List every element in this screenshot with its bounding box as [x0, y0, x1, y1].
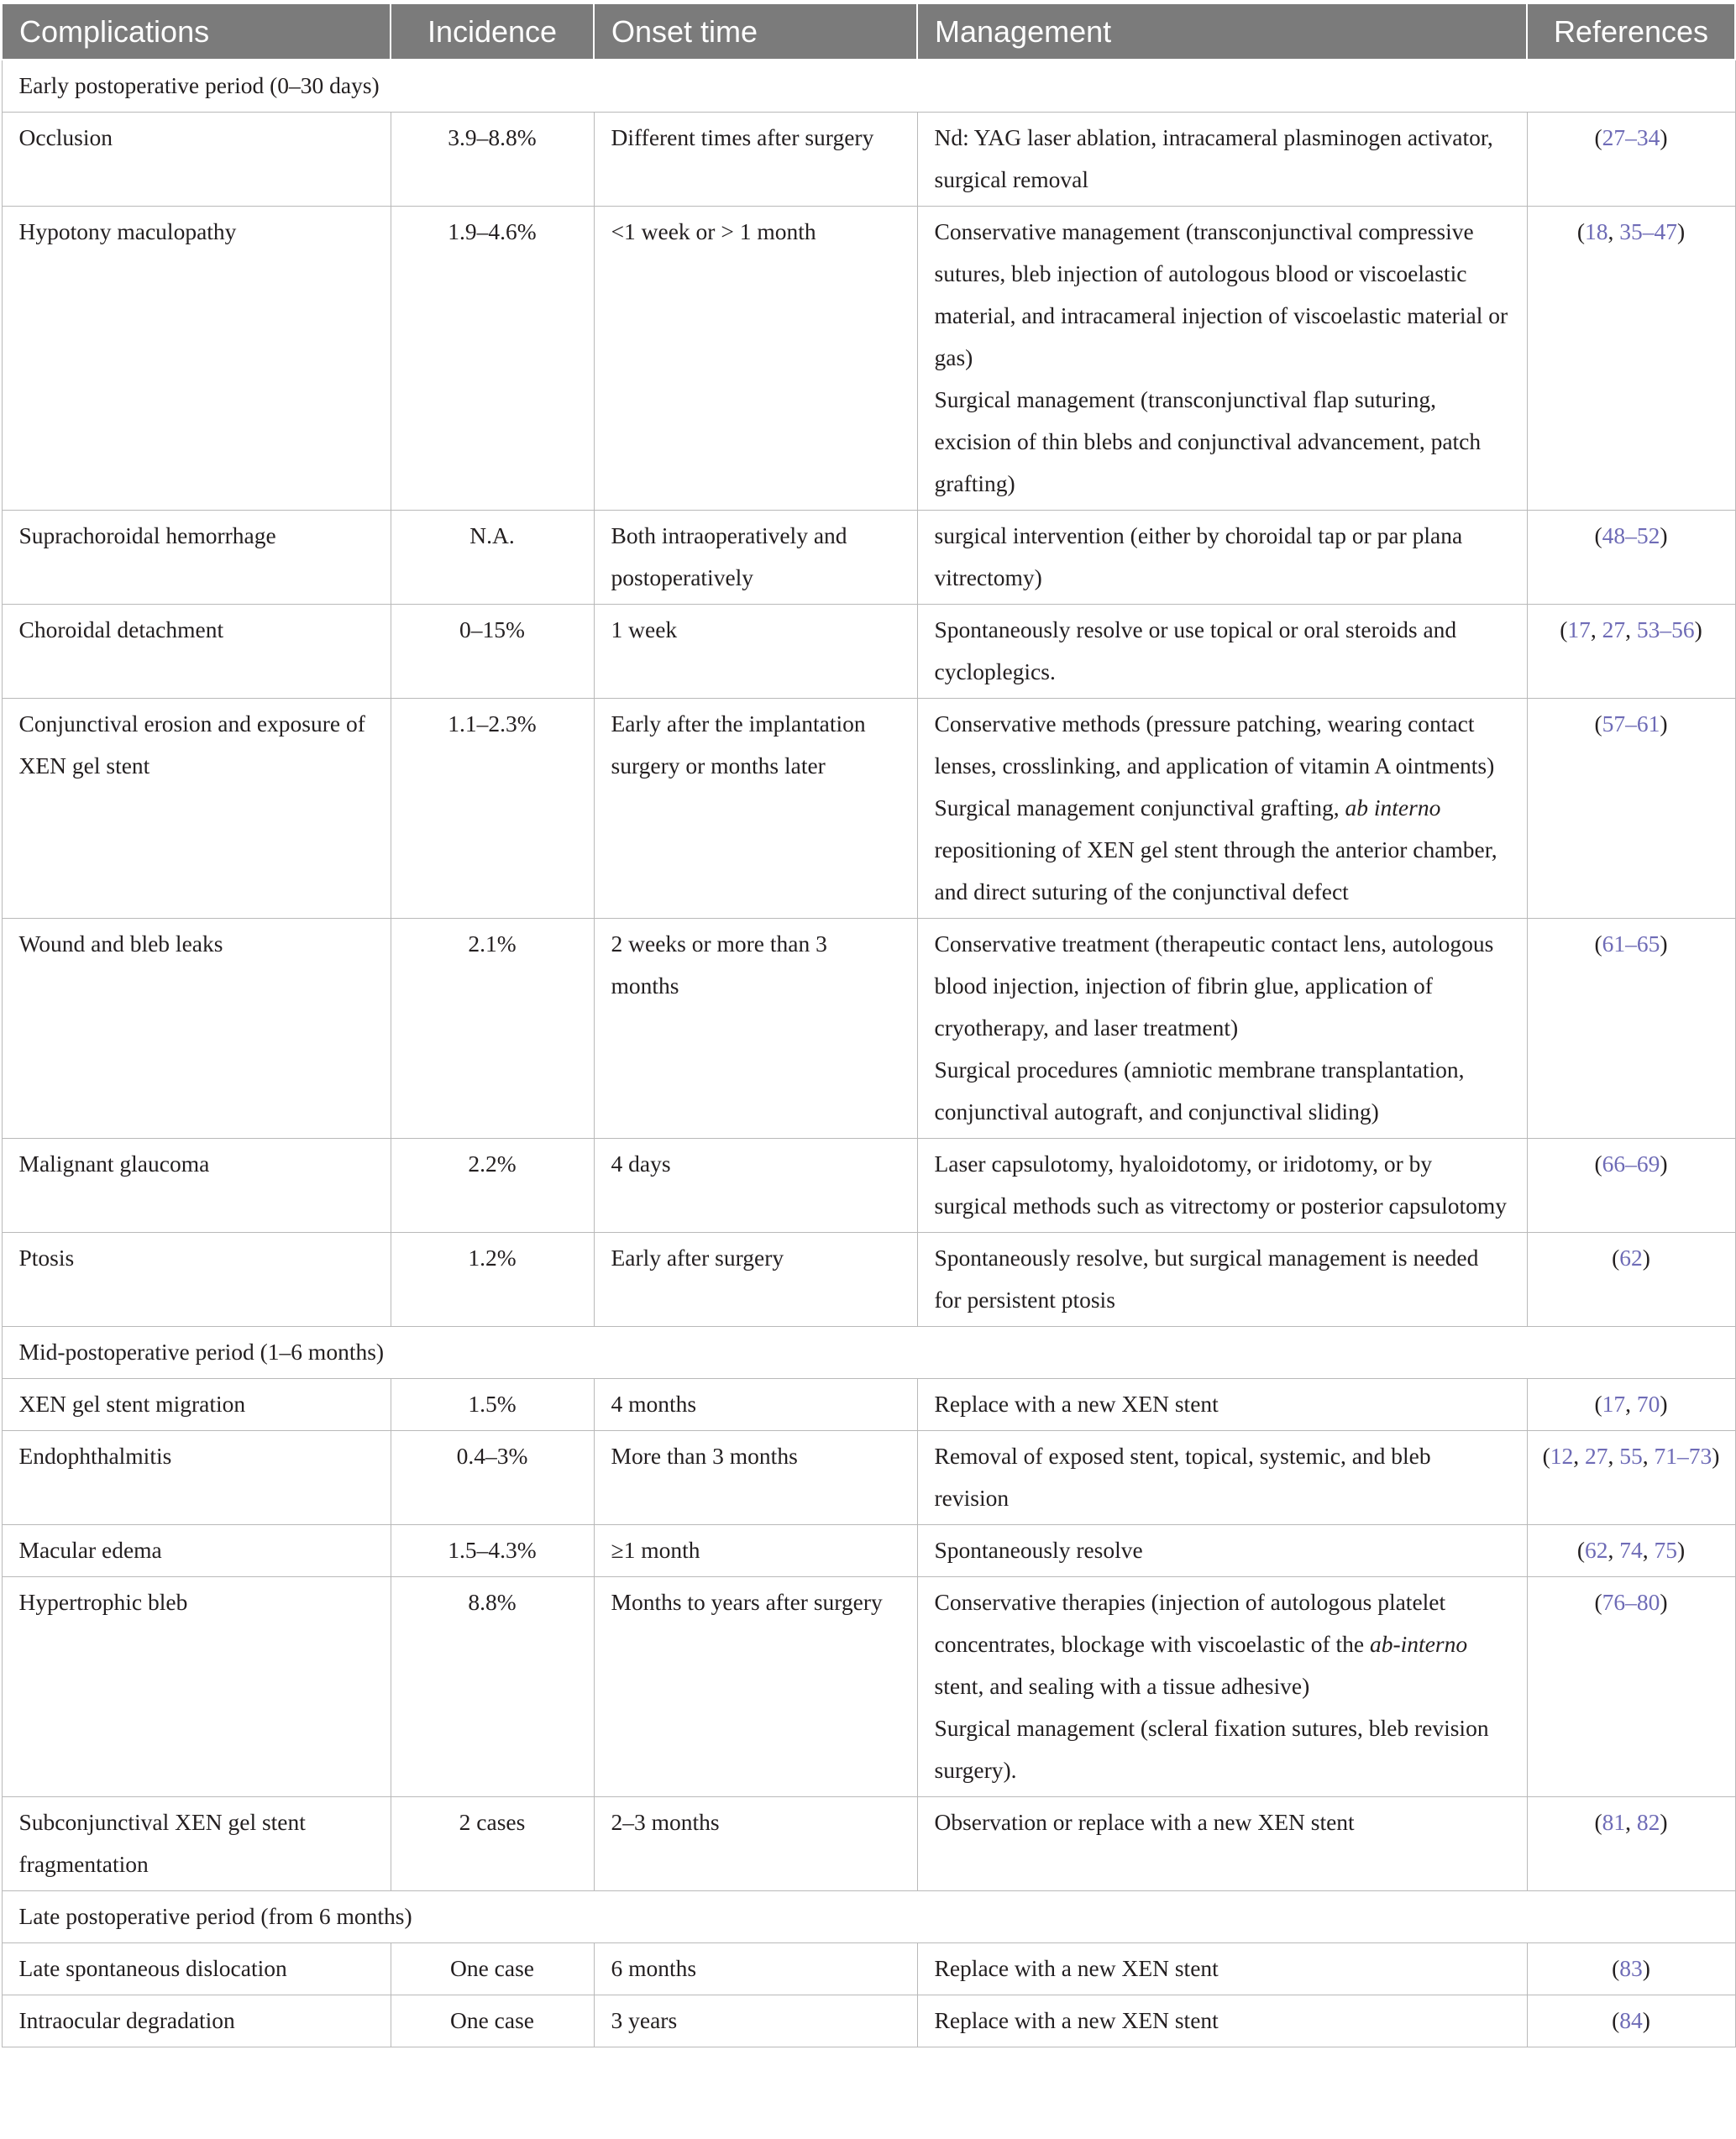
reference-link[interactable]: 35–47	[1619, 218, 1677, 244]
complication-cell: Hypotony maculopathy	[2, 207, 391, 511]
section-title: Early postoperative period (0–30 days)	[2, 60, 1735, 113]
header-management: Management	[917, 5, 1527, 60]
table-body	[2, 60, 1735, 2047]
complication-cell: Late spontaneous dislocation	[2, 1943, 391, 1995]
onset-cell: 4 months	[594, 1379, 917, 1431]
references-cell: (17, 70)	[1527, 1379, 1735, 1431]
reference-link[interactable]: 84	[1619, 2007, 1643, 2033]
reference-link[interactable]: 81	[1602, 1809, 1626, 1835]
management-cell	[917, 919, 1527, 1139]
management-cell	[917, 1943, 1527, 1995]
onset-cell: ≥1 month	[594, 1525, 917, 1577]
complication-cell: Endophthalmitis	[2, 1431, 391, 1525]
management-text: Removal of exposed stent, topical, systemic, and bleb revision	[934, 1443, 1431, 1511]
onset-cell: 2 weeks or more than 3 months	[594, 919, 917, 1139]
onset-cell: <1 week or > 1 month	[594, 207, 917, 511]
incidence-cell: 1.5–4.3%	[391, 1525, 594, 1577]
complication-cell: Occlusion	[2, 113, 391, 207]
management-text: Nd: YAG laser ablation, intracameral plasminogen activator, surgical removal	[934, 124, 1493, 192]
incidence-cell: 1.5%	[391, 1379, 594, 1431]
reference-link[interactable]: 17	[1602, 1391, 1626, 1417]
complication-cell: Choroidal detachment	[2, 605, 391, 699]
management-cell	[917, 1233, 1527, 1327]
management-cell	[917, 1139, 1527, 1233]
incidence-cell: 2.2%	[391, 1139, 594, 1233]
management-text: Spontaneously resolve, but surgical management is needed for persistent ptosis	[934, 1245, 1479, 1313]
reference-link[interactable]: 62	[1585, 1537, 1608, 1563]
reference-link[interactable]: 27	[1585, 1443, 1608, 1469]
references-cell: (27–34)	[1527, 113, 1735, 207]
incidence-cell: N.A.	[391, 511, 594, 605]
onset-cell: 1 week	[594, 605, 917, 699]
incidence-cell: 2.1%	[391, 919, 594, 1139]
header-references: References	[1527, 5, 1735, 60]
table-row	[2, 1943, 1735, 1995]
reference-link[interactable]: 83	[1619, 1955, 1643, 1981]
reference-link[interactable]: 76–80	[1602, 1589, 1660, 1615]
management-text: Surgical procedures (amniotic membrane transplantation, conjunctival autograft, and conjunctival sliding)	[934, 1056, 1465, 1125]
reference-link[interactable]: 82	[1636, 1809, 1660, 1835]
table-row	[2, 207, 1735, 511]
management-cell	[917, 1431, 1527, 1525]
management-cell	[917, 1995, 1527, 2047]
onset-cell: More than 3 months	[594, 1431, 917, 1525]
complication-cell: Suprachoroidal hemorrhage	[2, 511, 391, 605]
references-cell: (83)	[1527, 1943, 1735, 1995]
management-text: Conservative management (transconjunctival compressive sutures, bleb injection of autologous blood or viscoelastic material, and intracameral injection of viscoelastic material or gas)	[934, 218, 1508, 370]
references-cell: (17, 27, 53–56)	[1527, 605, 1735, 699]
reference-link[interactable]: 61–65	[1602, 931, 1660, 957]
reference-link[interactable]: 66–69	[1602, 1151, 1660, 1177]
management-cell	[917, 113, 1527, 207]
table-row	[2, 919, 1735, 1139]
complication-cell: Hypertrophic bleb	[2, 1577, 391, 1797]
references-cell: (66–69)	[1527, 1139, 1735, 1233]
reference-link[interactable]: 18	[1585, 218, 1608, 244]
section-row	[2, 1891, 1735, 1943]
management-cell	[917, 605, 1527, 699]
references-cell: (76–80)	[1527, 1577, 1735, 1797]
incidence-cell: 1.9–4.6%	[391, 207, 594, 511]
incidence-cell: 3.9–8.8%	[391, 113, 594, 207]
complication-cell: Malignant glaucoma	[2, 1139, 391, 1233]
references-cell: (48–52)	[1527, 511, 1735, 605]
management-cell	[917, 511, 1527, 605]
management-text: Replace with a new XEN stent	[934, 1391, 1219, 1417]
complication-cell: Conjunctival erosion and exposure of XEN gel stent	[2, 699, 391, 919]
management-cell	[917, 1577, 1527, 1797]
incidence-cell: One case	[391, 1995, 594, 2047]
reference-link[interactable]: 75	[1654, 1537, 1677, 1563]
incidence-cell: 1.1–2.3%	[391, 699, 594, 919]
incidence-cell: 0–15%	[391, 605, 594, 699]
complication-cell: Ptosis	[2, 1233, 391, 1327]
reference-link[interactable]: 71–73	[1654, 1443, 1712, 1469]
header-complications: Complications	[2, 5, 391, 60]
onset-cell: Both intraoperatively and postoperatively	[594, 511, 917, 605]
onset-cell: 4 days	[594, 1139, 917, 1233]
management-text: Replace with a new XEN stent	[934, 1955, 1219, 1981]
reference-link[interactable]: 74	[1619, 1537, 1643, 1563]
table-row	[2, 511, 1735, 605]
table-row	[2, 699, 1735, 919]
management-text: Surgical management conjunctival grafting, ab interno repositioning of XEN gel stent through the anterior chamber, and direct suturing of the conjunctival defect	[934, 794, 1497, 904]
header-incidence: Incidence	[391, 5, 594, 60]
incidence-cell: One case	[391, 1943, 594, 1995]
reference-link[interactable]: 55	[1619, 1443, 1643, 1469]
reference-link[interactable]: 48–52	[1602, 522, 1660, 548]
reference-link[interactable]: 17	[1567, 616, 1591, 642]
table-row	[2, 1233, 1735, 1327]
table-row	[2, 113, 1735, 207]
references-cell: (18, 35–47)	[1527, 207, 1735, 511]
management-text: Conservative methods (pressure patching, wearing contact lenses, crosslinking, and application of vitamin A ointments)	[934, 710, 1495, 779]
management-text: Laser capsulotomy, hyaloidotomy, or iridotomy, or by surgical methods such as vitrectomy or posterior capsulotomy	[934, 1151, 1508, 1219]
references-cell: (62)	[1527, 1233, 1735, 1327]
reference-link[interactable]: 62	[1619, 1245, 1643, 1271]
references-cell: (62, 74, 75)	[1527, 1525, 1735, 1577]
incidence-cell: 2 cases	[391, 1797, 594, 1891]
incidence-cell: 0.4–3%	[391, 1431, 594, 1525]
table-row	[2, 605, 1735, 699]
references-cell: (81, 82)	[1527, 1797, 1735, 1891]
reference-link[interactable]: 27	[1602, 616, 1626, 642]
reference-link[interactable]: 57–61	[1602, 710, 1660, 737]
references-cell: (12, 27, 55, 71–73)	[1527, 1431, 1735, 1525]
complication-cell: Subconjunctival XEN gel stent fragmentation	[2, 1797, 391, 1891]
onset-cell: Early after surgery	[594, 1233, 917, 1327]
management-text: Spontaneously resolve or use topical or oral steroids and cycloplegics.	[934, 616, 1457, 684]
reference-link[interactable]: 27–34	[1602, 124, 1660, 150]
incidence-cell: 8.8%	[391, 1577, 594, 1797]
section-title: Mid-postoperative period (1–6 months)	[2, 1327, 1735, 1379]
section-row	[2, 1327, 1735, 1379]
complications-table	[1, 4, 1736, 2047]
section-row	[2, 60, 1735, 113]
management-cell	[917, 1797, 1527, 1891]
management-text: Observation or replace with a new XEN stent	[934, 1809, 1355, 1835]
table-row	[2, 1995, 1735, 2047]
complication-cell: XEN gel stent migration	[2, 1379, 391, 1431]
onset-cell: 2–3 months	[594, 1797, 917, 1891]
management-text: Conservative treatment (therapeutic contact lens, autologous blood injection, injection of fibrin glue, application of cryotherapy, and laser treatment)	[934, 931, 1494, 1041]
onset-cell: Different times after surgery	[594, 113, 917, 207]
reference-link[interactable]: 53–56	[1636, 616, 1695, 642]
section-title: Late postoperative period (from 6 months)	[2, 1891, 1735, 1943]
table-row	[2, 1525, 1735, 1577]
table-row	[2, 1797, 1735, 1891]
management-cell	[917, 699, 1527, 919]
references-cell: (57–61)	[1527, 699, 1735, 919]
reference-link[interactable]: 12	[1550, 1443, 1574, 1469]
references-cell: (84)	[1527, 1995, 1735, 2047]
management-text: Replace with a new XEN stent	[934, 2007, 1219, 2033]
references-cell: (61–65)	[1527, 919, 1735, 1139]
management-text: Spontaneously resolve	[934, 1537, 1143, 1563]
header-onset-time: Onset time	[594, 5, 917, 60]
management-text: Conservative therapies (injection of autologous platelet concentrates, blockage with viscoelastic of the ab-interno stent, and sealing with a tissue adhesive)	[934, 1589, 1468, 1699]
onset-cell: Early after the implantation surgery or months later	[594, 699, 917, 919]
onset-cell: 6 months	[594, 1943, 917, 1995]
table-row	[2, 1431, 1735, 1525]
management-cell	[917, 207, 1527, 511]
table-row	[2, 1139, 1735, 1233]
management-text: surgical intervention (either by choroidal tap or par plana vitrectomy)	[934, 522, 1463, 590]
complication-cell: Wound and bleb leaks	[2, 919, 391, 1139]
reference-link[interactable]: 70	[1636, 1391, 1660, 1417]
table-row	[2, 1577, 1735, 1797]
management-cell	[917, 1525, 1527, 1577]
management-cell	[917, 1379, 1527, 1431]
header-row	[2, 5, 1735, 60]
onset-cell: Months to years after surgery	[594, 1577, 917, 1797]
incidence-cell: 1.2%	[391, 1233, 594, 1327]
management-text: Surgical management (scleral fixation sutures, bleb revision surgery).	[934, 1715, 1489, 1783]
table-row	[2, 1379, 1735, 1431]
complication-cell: Macular edema	[2, 1525, 391, 1577]
management-text: Surgical management (transconjunctival flap suturing, excision of thin blebs and conjunctival advancement, patch grafting)	[934, 386, 1482, 496]
complication-cell: Intraocular degradation	[2, 1995, 391, 2047]
onset-cell: 3 years	[594, 1995, 917, 2047]
